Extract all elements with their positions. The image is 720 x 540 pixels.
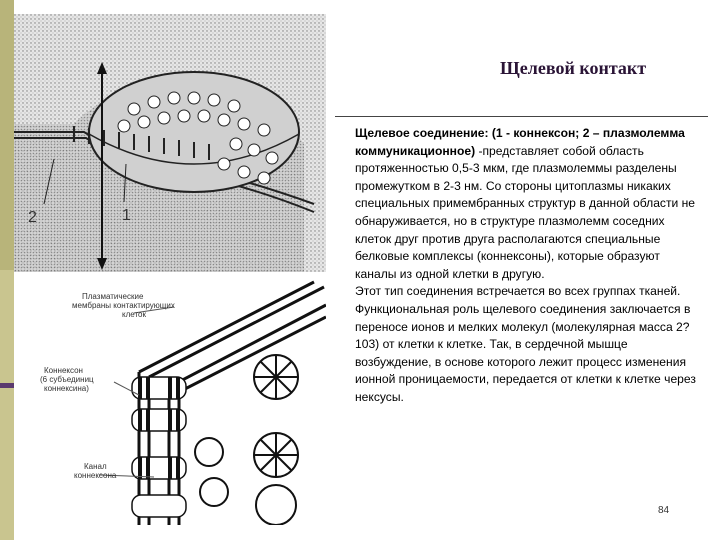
side-band-upper (0, 0, 14, 270)
figure-label-2: 2 (28, 209, 37, 226)
connexon-illustration (14, 277, 326, 525)
label-connexon-3: коннексина) (44, 384, 89, 393)
heading-bold: Щелевое соединение: (1 - коннексон; 2 – плазмолемма коммуникационное) (355, 126, 685, 158)
body-text (355, 125, 700, 407)
body-paragraph-1 (355, 125, 700, 283)
label-channel-2: коннексона (74, 471, 117, 480)
label-connexon-2: (6 субъединиц (40, 375, 94, 384)
title-rule (335, 116, 708, 117)
slide-title: Щелевой контакт (500, 58, 647, 78)
label-channel-1: Канал (84, 462, 107, 471)
body-para1: -представляет собой область протяженностью 0,5-3 мкм, где плазмолеммы разделены промежутком в 2-3 нм. Со стороны цитоплазмы никаких специальных примембранных структур в данной области не обнаруживается, но в структуре плазмолемм соседних клеток друг против друга располагаются специальные белковые комплексы (коннексоны), которые образуют каналы из одной клетки в другую. (355, 143, 696, 281)
label-connexon-1: Коннексон (44, 366, 83, 375)
label-membranes-2: мембраны контактирующих (72, 301, 175, 310)
body-paragraph-2: Этот тип соединения встречается во всех группах тканей. Функциональная роль щелевого соединения заключается в переносе ионов и мелких молекул (молекулярная масса 2?103) от клетки к клетке. Так, в сердечной мышце возбуждение, в основе которого лежит процесс изменения ионной проницаемости, передается от клетки к клетке через нексусы. (355, 284, 696, 404)
label-membranes-3: клеток (122, 310, 146, 319)
label-membranes-1: Плазматические (82, 292, 144, 301)
page-number: 84 (658, 505, 670, 516)
figure-label-1: 1 (122, 207, 131, 224)
gap-junction-illustration (14, 14, 326, 272)
